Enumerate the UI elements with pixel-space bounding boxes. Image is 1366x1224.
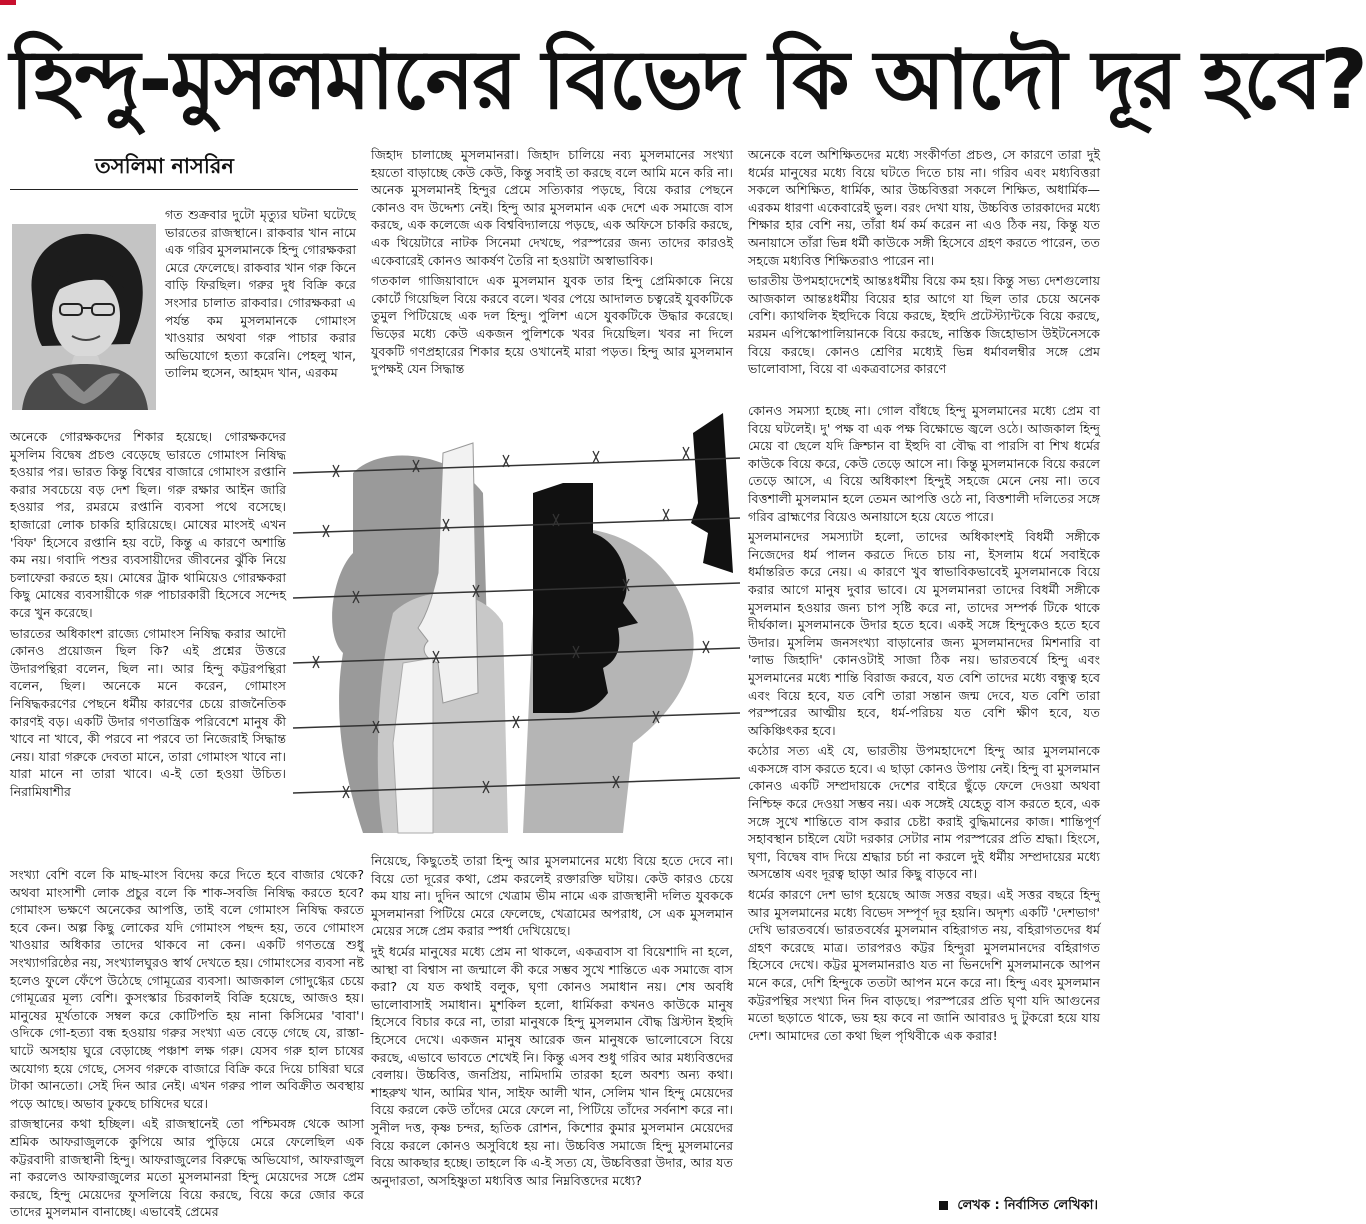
article-paragraph: অনেকে বলে অশিক্ষিতদের মধ্যে সংকীর্ণতা প্রচণ্ড, সে কারণে তারা দুই ধর্মের মানুষের মধ্যে বিয়ে ঘটতে দিতে চায় না। গরিব এবং মধ্যবিত্তরা সকলে অশিক্ষিত, ধার্মিক, আর উচ্চবিত্তরা সকলে শিক্ষিত, অধার্মিক—এরকম ধারণা একেবারেই ভুল। বরং দেখা যায়, উচ্চবিত্ত তারকাদের মধ্যে শিক্ষার হার বেশি নয়, তাঁরা ধর্ম কর্ম করেন না এও ঠিক নয়, কিন্তু যত অনায়াসে তাঁরা ভিন্ন ধর্মী কাউকে সঙ্গী হিসেবে গ্রহণ করতে পারেন, তত সহজে মধ্যবিত্ত শিক্ষিতরাও পারেন না।	[748, 147, 1100, 268]
signoff-label: লেখক :	[957, 1198, 1000, 1213]
article-paragraph: দুই ধর্মের মানুষের মধ্যে প্রেম না থাকলে, একত্রবাস বা বিয়েশাদি না হলে, আস্থা বা বিশ্বাস না জন্মালে কী করে সম্ভব সুখে শান্তিতে এক সমাজে বাস করা? যে যত কথাই বলুক, ঘৃণা কোনও সমাধান নয়। শেষ অবধি ভালোবাসাই সমাধান। মুশকিল হলো, ধার্মিকরা কখনও কাউকে মানুষ হিসেবে বিচার করে না, তারা মানুষকে হিন্দু মুসলমান বৌদ্ধ খ্রিস্টান ইহুদি হিসেবে দেখে। একজন মানুষ আরেক জন মানুষকে ভালোবেসে বিয়ে করছে, এভাবে ভাবতে শেখেই নি। কিন্তু এসব শুধু গরিব আর মধ্যবিত্তদের বেলায়। উচ্চবিত্ত, জনপ্রিয়, নামিদামি তারকা হলে অবশ্য অন্য কথা। শাহরুখ খান, আমির খান, সাইফ আলী খান, সেলিম খান হিন্দু মেয়েদের বিয়ে করলে কেউ তাঁদের মেরে ফেলে না, পিটিয়ে তাঁদের সর্বনাশ করে না। সুনীল দত্ত, কৃষ্ণ চন্দর, হৃতিক রোশন, কিশোর কুমার মুসলমান মেয়েদের বিয়ে করলে কোনও অসুবিধে হয় না। উচ্চবিত্ত সমাজে হিন্দু মুসলমানের বিয়ে আকছার হচ্ছে। তাহলে কি এ-ই সত্য যে, উচ্চবিত্তরা উদার, আর যত অনুদারতা, অসহিষ্ণুতা মধ্যবিত্ত আর নিম্নবিত্তদের মধ্যে?	[371, 943, 733, 1188]
article-paragraph: রাজস্থানের কথা হচ্ছিল। এই রাজস্থানেই তো পশ্চিমবঙ্গ থেকে আসা শ্রমিক আফরাজুলকে কুপিয়ে আর পুড়িয়ে মেরে ফেলেছিল এক কট্টরবাদী রাজস্থানী হিন্দু। আফরাজুলের বিরুদ্ধে অভিযোগ, আফরাজুল না করলেও আফরাজুলের মতো মুসলমানরা হিন্দু মেয়েদের সঙ্গে প্রেম করছে, হিন্দু মেয়েদের ফুসলিয়ে বিয়ে করছে, বিয়ে করে জোর করে তাদের মুসলমান বানাচ্ছে। এভাবেই প্রেমের	[10, 1116, 364, 1220]
column-3-top	[748, 146, 1100, 400]
column-3-body	[748, 402, 1100, 1192]
author-signoff	[939, 1196, 1098, 1217]
author-portrait-icon	[12, 224, 156, 410]
article-paragraph: সংখ্যা বেশি বলে কি মাছ-মাংস বিদেয় করে দিতে হবে বাজার থেকে? অথবা মাংসাশী লোক প্রচুর বলে কি শাক-সবজি নিষিদ্ধ করতে হবে? গোমাংস ভক্ষণে অনেকের আপত্তি, তাই বলে গোমাংস নিষিদ্ধ করতে হবে কেন। অল্প কিছু লোকের যদি গোমাংস পছন্দ হয়, তবে গোমাংস খাওয়ার অধিকার তাদের থাকবে না কেন। একটি গণতন্ত্রে শুধু সংখ্যাগরিষ্ঠের নয়, সংখ্যালঘুরও স্বার্থ দেখতে হয়। গোমাংসের ব্যবসা নষ্ট হলেও ফুলে ফেঁপে উঠেছে গোমূত্রের ব্যবসা। আজকাল গোদুগ্ধের চেয়ে গোমূত্রের মূল্য বেশি। কুসংস্কার চিরকালই বিক্রি হয়েছে, আজও হয়। মানুষের মূর্খতাকে সম্বল করে কোটিপতি হয় নানা কিসিমের 'বাবা'। ওদিকে গো-হত্যা বন্ধ হওয়ায় গরুর সংখ্যা এত বেড়ে গেছে যে, রাস্তা-ঘাটে অসহায় ঘুরে বেড়াচ্ছে পঞ্চাশ লক্ষ গরু। যেসব গরু হাল চাষের অযোগ্য হয়ে গেছে, সেসব গরুকে বাজারে বিক্রি করে দিয়ে চাষিরা ঘরে টাকা আনতো। সেই দিন আর নেই। এখন গরুর পাল অবিক্রীত অবস্থায় পড়ে আছে। অভাব ঢুকছে চাষিদের ঘরে।	[10, 867, 364, 1111]
article-paragraph: গত শুক্রবার দুটো মৃত্যুর ঘটনা ঘটেছে ভারতের রাজস্থানে। রাকবার খান নামে এক গরিব মুসলমানকে হিন্দু গোরক্ষকরা মেরে ফেলেছে। রাকবার খান গরু কিনে বাড়ি ফিরছিল। গরুর দুধ বিক্রি করে সংসার চালাত রাকবার। গোরক্ষকরা এ পর্যন্ত কম মুসলমানকে গোমাংস খাওয়ার অথবা গরু পাচার করার অভিযোগে হত্যা করেনি। পেহলু খান, তালিম হুসেন, আহমদ খান, এরকম	[165, 207, 356, 381]
accent-corner	[0, 0, 16, 5]
article-paragraph: জিহাদ চালাচ্ছে মুসলমানরা। জিহাদ চালিয়ে নব্য মুসলমানের সংখ্যা হয়তো বাড়াচ্ছে কেউ কেউ, কিন্তু সবাই তা করছে বলে আমি মনে করি না। অনেক মুসলমানই হিন্দুর প্রেমে সত্যিকার পড়ছে, বিয়ে করার পেছনে কোনও বদ উদ্দেশ্য নেই। হিন্দু আর মুসলমান এক দেশে এক সমাজে বাস করছে, এক কলেজে এক বিশ্ববিদ্যালয়ে পড়ছে, এক অফিসে চাকরি করছে, এক থিয়েটারে নাটক সিনেমা দেখছে, পরস্পরের জন্য তাদের কারওই একেবারেই কোনও আকর্ষণ তৈরি না হওয়াটা অস্বাভাবিক।	[371, 147, 733, 268]
article-paragraph: ভারতীয় উপমহাদেশেই আন্তঃধর্মীয় বিয়ে কম হয়। কিন্তু সভ্য দেশগুলোয় আজকাল আন্তঃধর্মীয় বিয়ের হার আগে যা ছিল তার চেয়ে অনেক বেশি। ক্যাথলিক ইহুদিকে বিয়ে করছে, ইহুদি প্রটেস্ট্যান্টকে বিয়ে করছে, মরমন এপিস্কোপালিয়ানকে বিয়ে করছে, নাস্তিক জিহোভাস উইটনেসকে বিয়ে করছে। কোনও শ্রেণির মধ্যেই ভিন্ন ধর্মাবলম্বীর সঙ্গে প্রেম ভালোবাসা, বিয়ে বা একত্রবাসের কারণে	[748, 273, 1100, 377]
column-1-intro	[165, 206, 356, 386]
article-illustration	[293, 413, 740, 845]
article-paragraph: নিয়েছে, কিছুতেই তারা হিন্দু আর মুসলমানের মধ্যে বিয়ে হতে দেবে না। বিয়ে তো দূরের কথা, প্রেম করলেই রক্তারক্তি ঘটায়। কেউ কারও চেয়ে কম যায় না। দুদিন আগে খেত্রাম ভীম নামে এক রাজস্থানী দলিত যুবককে মুসলমানরা পিটিয়ে মেরে ফেলেছে, খেত্রামের অপরাধ, সে এক মুসলমান মেয়ের সঙ্গে প্রেম করার স্পর্ধা দেখিয়েছে।	[371, 853, 733, 939]
article-paragraph: অনেকে গোরক্ষকদের শিকার হয়েছে। গোরক্ষকদের মুসলিম বিদ্বেষ প্রচণ্ড বেড়েছে ভারতে গোমাংস নিষিদ্ধ হওয়ার পর। ভারত কিন্তু বিশ্বের বাজারে গোমাংস রপ্তানি করার সবচেয়ে বড় দেশ ছিল। গরু রক্ষার আইন জারি হওয়ার পর, রমরমে রপ্তানি ব্যবসা পথে বসেছে। হাজারো লোক চাকরি হারিয়েছে। মোষের মাংসই এখন 'বিফ' হিসেবে রপ্তানি হয় বটে, কিন্তু এ কারণে অশান্তি কম নয়। গবাদি পশুর ব্যবসায়ীদের জীবনের ঝুঁকি নিয়ে চলাফেরা করতে হয়। মোষের ট্রাক থামিয়েও গোরক্ষকরা কিছু মোষের ব্যবসায়ীকে গরু পাচারকারী হিসেবে সন্দেহ করে খুন করেছে।	[10, 429, 286, 620]
article-paragraph: ভারতের অধিকাংশ রাজ্যে গোমাংস নিষিদ্ধ করার আদৌ কোনও প্রয়োজন ছিল কি? এই প্রশ্নের উত্তরে উদারপন্থিরা বলেন, ছিল না। আর হিন্দু কট্টরপন্থিরা বলেন, ছিল। অনেকে মনে করেন, গোমাংস নিষিদ্ধকরণের পেছনে ধর্মীয় কারণের চেয়ে রাজনৈতিক কারণই বড়। একটি উদার গণতান্ত্রিক পরিবেশে মানুষ কী খাবে না খাবে, কী পরবে না পরবে তা নিজেরাই সিদ্ধান্ত নেয়। যারা গরুকে দেবতা মানে, তারা গোমাংস খাবে না। যারা মানে না তারা খাবে। এ-ই তো হওয়া উচিত। নিরামিষাশীর	[10, 625, 286, 799]
byline-rule	[10, 189, 358, 190]
article-paragraph: কোনও সমস্যা হচ্ছে না। গোল বাঁধছে হিন্দু মুসলমানের মধ্যে প্রেম বা বিয়ে ঘটলেই। দু' পক্ষ বা এক পক্ষ বিক্ষোভে জ্বলে ওঠে। আজকাল হিন্দু মেয়ে বা ছেলে যদি ক্রিশ্চান বা ইহুদি বা বৌদ্ধ বা পারসি বা শিখ ধর্মের কাউকে বিয়ে করে, কেউ তেড়ে আসে না। কিন্তু মুসলমানকে বিয়ে করলে তেড়ে আসে, এ বিয়ে অধিকাংশ হিন্দুই সহজে মেনে নেয় না। তবে বিত্তশালী মুসলমান হলে তেমন আপত্তি ওঠে না, বিত্তশালী দলিতের সঙ্গে গরিব ব্রাহ্মণের বিয়েও অনায়াসে হয়ে যেতে পারে।	[748, 403, 1100, 524]
column-1-bottom	[10, 866, 364, 1220]
column-2-bottom	[371, 852, 733, 1222]
article-paragraph: মুসলমানদের সমস্যাটা হলো, তাদের অধিকাংশই বিধর্মী সঙ্গীকে নিজেদের ধর্ম পালন করতে দিতে চায় না, ইসলাম ধর্মে সবাইকে ধর্মান্তরিত করে নেয়। এ কারণে খুব স্বাভাবিকভাবেই মুসলমানকে বিয়ে করার আগে মানুষ দুবার ভাবে। যে মুসলমানরা তাদের বিধর্মী সঙ্গীকে মুসলমান হওয়ার জন্য চাপ সৃষ্টি করে না, তাদের সম্পর্ক টিকে থাকে দীর্ঘকাল। মুসলমানকে উদার হতে হবে। একই সঙ্গে হিন্দুকেও হতে হবে উদার। মুসলিম জনসংখ্যা বাড়ানোর জন্য মুসলমানদের মিশনারি বা 'লাভ জিহাদি' কোনওটাই সাজা ঠিক নয়। ভারতবর্ষে হিন্দু এবং মুসলমানের মধ্যে শান্তি বিরাজ করবে, যত বেশি তাদের মধ্যে বন্ধুত্ব হবে এবং বিয়ে হবে, যত বেশি তারা সন্তান জন্ম দেবে, যত বেশি তারা পরস্পরের আত্মীয় হবে, ধর্ম-পরিচয় যত বেশি ক্ষীণ হবে, যত অকিঞ্চিৎকর হবে।	[748, 529, 1100, 738]
author-photo	[12, 224, 156, 410]
barbed-wire-faces-illustration-icon	[293, 413, 740, 845]
byline: তসলিমা নাসরিন	[95, 154, 234, 178]
column-1-body	[10, 428, 286, 856]
column-2-top	[371, 146, 733, 408]
square-bullet-icon	[939, 1201, 948, 1210]
headline: হিন্দু-মুসলমানের বিভেদ কি আদৌ দূর হবে?	[10, 33, 1366, 128]
article-paragraph: ধর্মের কারণে দেশ ভাগ হয়েছে আজ সত্তর বছর। এই সত্তর বছরে হিন্দু আর মুসলমানের মধ্যে বিভেদ সম্পূর্ণ দূর হয়নি। অদৃশ্য একটি 'দেশভাগ' দেখি ভারতবর্ষে। ভারতবর্ষের মুসলমান বহিরাগত নয়, বহিরাগতদের ধর্ম গ্রহণ করেছে মাত্র। তারপরও কট্টর হিন্দুরা মুসলমানদের বহিরাগত হিসেবে দেখে। কট্টর মুসলমানরাও যত না ভিনদেশি মুসলমানকে আপন মনে করে, দেশি হিন্দুকে ততটা আপন মনে করে না। হিন্দু এবং মুসলমান কট্টরপন্থির সংখ্যা দিন দিন বাড়ছে। পরস্পরের প্রতি ঘৃণা যদি আগুনের মতো ছড়াতে থাকে, ভয় হয় কবে না জানি আবারও দু টুকরো হয়ে যায় দেশ। আমাদের তো কথা ছিল পৃথিবীকে এক করার!	[748, 887, 1100, 1043]
article-paragraph: গতকাল গাজিয়াবাদে এক মুসলমান যুবক তার হিন্দু প্রেমিকাকে নিয়ে কোর্টে গিয়েছিল বিয়ে করবে বলে। খবর পেয়ে আদালত চত্বরেই যুবকটিকে তুমুল পিটিয়েছে এক দল হিন্দু। পুলিশ এসে যুবকটিকে উদ্ধার করেছে। ভিড়ের মধ্যে কেউ একজন পুলিশকে খবর দিয়েছিল। খবর না দিলে যুবকটি গণপ্রহারের শিকার হয়ে ওখানেই মারা পড়ত। হিন্দু আর মুসলমান দুপক্ষই যেন সিদ্ধান্ত	[371, 273, 733, 377]
article-paragraph: কঠোর সত্য এই যে, ভারতীয় উপমহাদেশে হিন্দু আর মুসলমানকে একসঙ্গে বাস করতে হবে। এ ছাড়া কোনও উপায় নেই। হিন্দু বা মুসলমান কোনও একটি সম্প্রদায়কে দেশের বাইরে ছুঁড়ে ফেলে দেওয়া অথবা নিশ্চিহ্ন করে দেওয়া সম্ভব নয়। এক সঙ্গেই যেহেতু বাস করতে হবে, এক সঙ্গে সুখে শান্তিতে বাস করার চেষ্টা করাই বুদ্ধিমানের কাজ। শান্তিপূর্ণ সহাবস্থান চাইলে যেটা দরকার সেটার নাম পরস্পরের প্রতি শ্রদ্ধা। হিংসে, ঘৃণা, বিদ্বেষ বাদ দিয়ে শ্রদ্ধার চর্চা না করলে দুই ধর্মীয় সম্প্রদায়ের মধ্যে অসন্তোষ এবং দূরত্ব ছাড়া আর কিছু বাড়বে না।	[748, 743, 1100, 882]
signoff-text: নির্বাসিত লেখিকা।	[1004, 1198, 1098, 1213]
